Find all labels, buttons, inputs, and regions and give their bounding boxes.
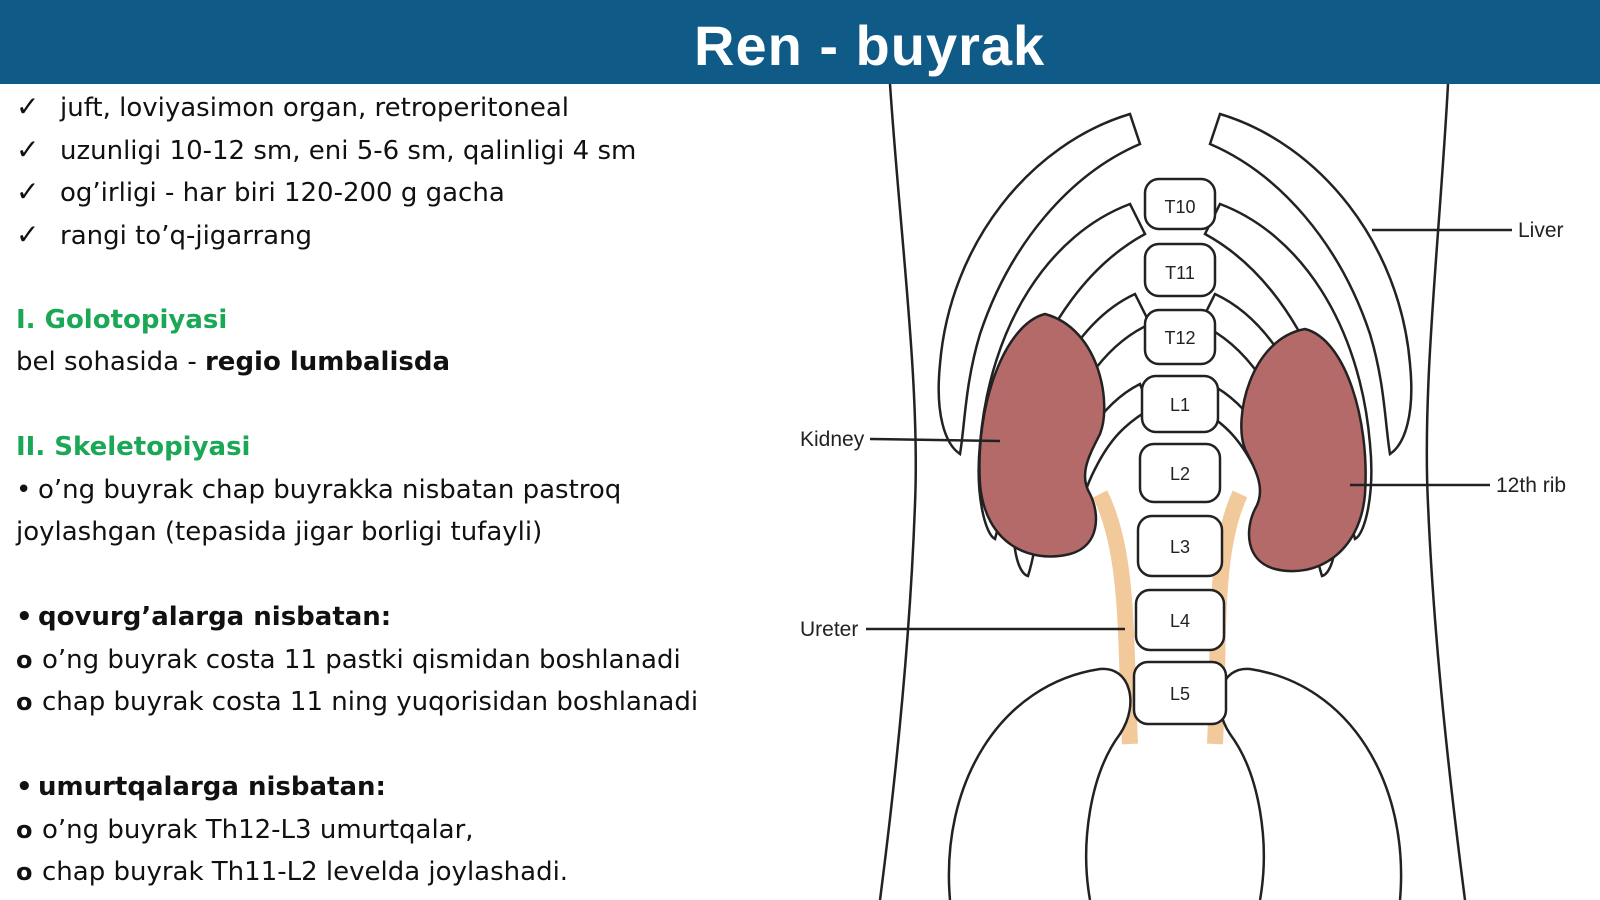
vertebra-label: L3	[1169, 537, 1191, 557]
sub-bullet-icon: o	[16, 858, 33, 886]
skeletopiya-heading: II. Skeletopiyasi	[16, 432, 251, 462]
check-icon: ✓	[16, 175, 40, 208]
slide-title: Ren - buyrak	[694, 14, 1046, 77]
check-icon: ✓	[16, 90, 40, 123]
vertebrae-item	[16, 809, 796, 852]
golotopiya-heading: I. Golotopiyasi	[16, 304, 228, 335]
golotopiya-bold: regio lumbalisda	[204, 347, 451, 377]
check-item	[16, 171, 796, 214]
check-item	[16, 86, 796, 129]
body-outline-left	[880, 84, 916, 900]
pelvis-right	[1220, 669, 1401, 900]
check-item-text: rangi to’q-jigarrang	[60, 220, 313, 251]
kidney-left	[979, 314, 1104, 556]
check-item-text: juft, loviyasimon organ, retroperitoneal	[60, 93, 569, 123]
pelvis-left	[949, 669, 1130, 900]
vertebra-label: L1	[1169, 395, 1191, 415]
skeletopiya-intro	[16, 469, 796, 512]
ribs-item	[16, 639, 796, 682]
anatomy-illustration	[800, 84, 1600, 900]
liver-label: Liver	[1518, 219, 1564, 242]
spine	[1134, 179, 1226, 724]
check-item	[16, 129, 796, 172]
vertebra-label: L2	[1169, 464, 1191, 484]
vertebrae-item-text: chap buyrak Th11-L2 levelda joylashadi.	[42, 857, 569, 887]
check-item-text: og’irligi - har biri 120-200 g gacha	[60, 178, 505, 208]
ribs-item	[16, 681, 796, 724]
bullet-icon: •	[16, 474, 32, 505]
sub-bullet-icon: o	[16, 815, 33, 844]
ribs-item-text: o’ng buyrak costa 11 pastki qismidan boshlanadi	[42, 644, 681, 675]
slide-text	[16, 86, 796, 894]
vertebrae-heading-text: umurtqalarga nisbatan:	[38, 772, 386, 802]
title-bar	[0, 0, 1600, 84]
vertebra-label: L4	[1169, 611, 1191, 631]
body-outline-right	[1427, 84, 1465, 900]
bullet-icon: •	[16, 772, 33, 802]
intro-line-2: joylashgan (tepasida jigar borligi tufayli)	[16, 517, 543, 547]
rib-label: 12th rib	[1496, 474, 1567, 497]
vertebrae-heading	[16, 766, 796, 809]
golotopiya-prefix: bel sohasida -	[16, 347, 205, 377]
sub-bullet-icon: o	[16, 688, 33, 716]
sub-bullet-icon: o	[16, 645, 33, 674]
check-item	[16, 214, 796, 257]
ribs-heading	[16, 596, 796, 639]
vertebra-label: T11	[1165, 263, 1195, 283]
vertebrae-item-text: o’ng buyrak Th12-L3 umurtqalar,	[42, 814, 474, 845]
vertebra-label: T12	[1164, 328, 1196, 348]
check-item-text: uzunligi 10-12 sm, eni 5-6 sm, qalinligi 4 sm	[60, 135, 637, 166]
bullet-icon: •	[16, 602, 33, 632]
ureter-label: Ureter	[800, 618, 859, 641]
golotopiya-text	[16, 341, 796, 384]
vertebrae-item	[16, 851, 796, 894]
kidney-anatomy-figure	[800, 84, 1600, 900]
kidney-label: Kidney	[800, 428, 865, 451]
vertebra-label: T10	[1164, 197, 1196, 217]
vertebra-label: L5	[1169, 684, 1191, 704]
intro-line-1: o’ng buyrak chap buyrakka nisbatan pastroq	[38, 474, 622, 505]
check-icon: ✓	[16, 217, 40, 251]
ribs-heading-text: qovurg’alarga nisbatan:	[38, 602, 392, 632]
ribs-item-text: chap buyrak costa 11 ning yuqorisidan boshlanadi	[42, 687, 699, 717]
check-icon: ✓	[16, 132, 40, 166]
